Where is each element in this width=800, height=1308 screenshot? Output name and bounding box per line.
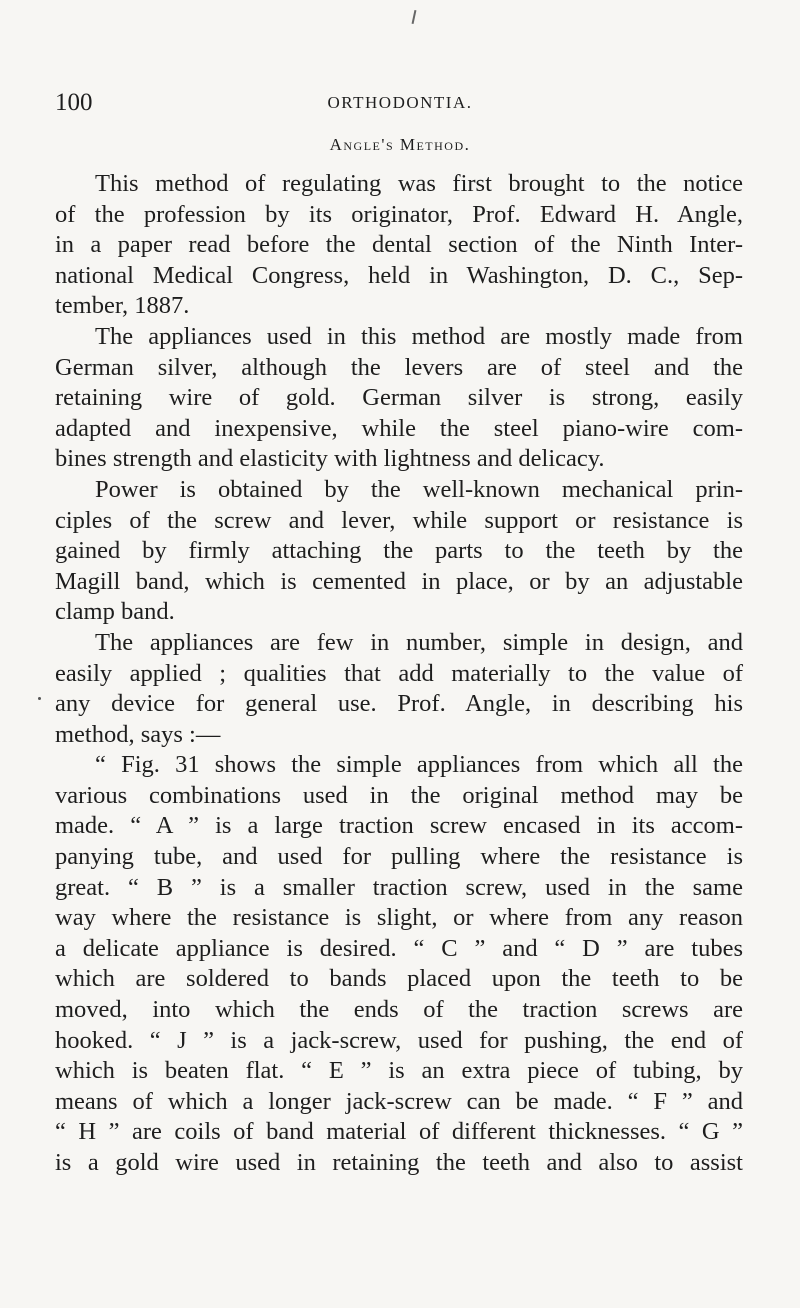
text-line: made. “ A ” is a large traction screw encased in its accom- — [55, 812, 743, 840]
text-line: great. “ B ” is a smaller traction screw, used in the same — [55, 873, 743, 901]
text-line: hooked. “ J ” is a jack-screw, used for pushing, the end of — [55, 1026, 743, 1054]
text-line: The appliances used in this method are mostly made from — [95, 322, 743, 350]
text-line: Magill band, which is cemented in place, or by an adjustable — [55, 567, 743, 595]
text-line: a delicate appliance is desired. “ C ” and “ D ” are tubes — [55, 934, 743, 962]
text-line: is a gold wire used in retaining the teeth and also to assist — [55, 1149, 743, 1176]
text-line: adapted and inexpensive, while the steel piano-wire com- — [55, 414, 743, 442]
text-line: in a paper read before the dental section of the Ninth Inter- — [55, 231, 743, 259]
text-line: Power is obtained by the well-known mechanical prin- — [95, 475, 743, 503]
text-line: which is beaten flat. “ E ” is an extra piece of tubing, by — [55, 1057, 743, 1085]
text-line: tember, 1887. — [55, 292, 190, 320]
margin-mark — [412, 10, 417, 24]
text-line: any device for general use. Prof. Angle, in describing his — [55, 690, 743, 718]
text-line: clamp band. — [55, 598, 175, 626]
body-text — [55, 169, 743, 1179]
text-line: which are soldered to bands placed upon the teeth to be — [55, 965, 743, 993]
text-line: means of which a longer jack-screw can be made. “ F ” and — [55, 1087, 743, 1115]
text-line: various combinations used in the original method may be — [55, 781, 743, 809]
text-line: method, says :— — [55, 720, 221, 748]
page-number: 100 — [55, 89, 93, 116]
running-title: ORTHODONTIA. — [327, 93, 473, 112]
text-line: easily applied ; qualities that add materially to the value of — [55, 659, 743, 687]
text-line: The appliances are few in number, simple in design, and — [95, 628, 743, 656]
text-line: panying tube, and used for pulling where the resistance is — [55, 843, 743, 871]
text-line: “ H ” are coils of band material of different thicknesses. “ G ” — [55, 1118, 743, 1146]
text-line: retaining wire of gold. German silver is strong, easily — [55, 384, 743, 412]
text-line: national Medical Congress, held in Washington, D. C., Sep- — [55, 261, 743, 289]
text-line: bines strength and elasticity with lightness and delicacy. — [55, 445, 605, 473]
text-line: gained by firmly attaching the parts to the teeth by the — [55, 537, 743, 565]
text-line: ciples of the screw and lever, while support or resistance is — [55, 506, 743, 534]
text-line: This method of regulating was first brought to the notice — [95, 170, 743, 197]
text-line: “ Fig. 31 shows the simple appliances from which all the — [95, 751, 743, 779]
running-head — [55, 88, 745, 118]
text-line: moved, into which the ends of the traction screws are — [55, 996, 743, 1024]
text-line: German silver, although the levers are of steel and the — [55, 353, 743, 381]
section-heading: Angle's Method. — [329, 135, 471, 154]
text-line: of the profession by its originator, Prof. Edward H. Angle, — [55, 200, 743, 228]
text-line: way where the resistance is slight, or where from any reason — [55, 904, 743, 932]
margin-dot — [38, 697, 41, 700]
